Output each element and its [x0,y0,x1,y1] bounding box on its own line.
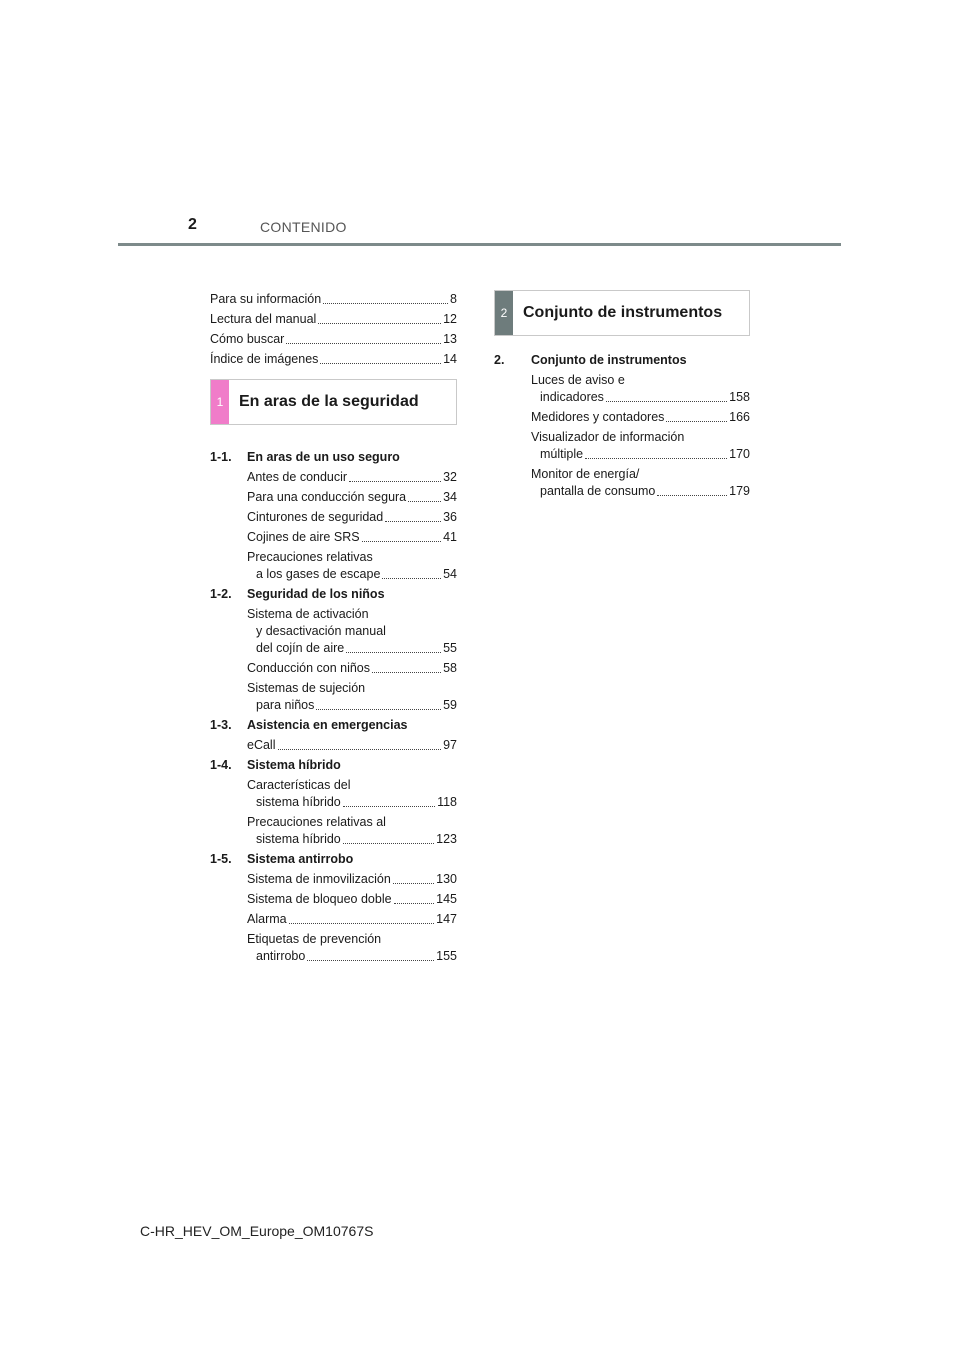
toc-entry-page: 14 [443,352,457,366]
toc-entry-page: 97 [443,738,457,752]
toc-entry-label: eCall [247,738,276,752]
toc-entry-line [247,660,457,676]
toc-entry[interactable] [247,871,457,887]
toc-entry-page: 123 [436,832,457,846]
toc-entry[interactable] [210,347,457,367]
toc-entry-label: del cojín de aire [256,641,345,655]
toc-entry-line [247,697,457,713]
toc-entry-line [247,831,457,847]
toc-entry-page: 41 [443,530,457,544]
toc-entry-page: 8 [450,292,457,306]
toc-entry[interactable] [531,466,750,499]
dot-leader [318,322,441,324]
dot-leader [606,400,727,402]
toc-entry-label: indicadores [540,390,604,404]
toc-entry-page: 59 [443,698,457,712]
toc-entry-label: pantalla de consumo [540,484,656,498]
dot-leader [343,842,434,844]
toc-entry-line [247,566,457,582]
chapter-heading[interactable] [210,851,457,871]
toc-entry-line [247,948,457,964]
chapter-title: Sistema antirrobo [247,852,354,866]
toc-entry-label: Sistema de inmovilización [247,872,391,886]
toc-entry-page: 58 [443,661,457,675]
dot-leader [349,480,441,482]
toc-entry[interactable] [247,660,457,676]
toc-entry-page: 170 [729,447,750,461]
toc-entry[interactable] [247,737,457,753]
toc-entry-label: Sistemas de sujeción [247,681,366,695]
toc-entry-label: Etiquetas de prevención [247,932,382,946]
chapter-number: 1-1. [210,450,232,464]
toc-entry-line [247,794,457,810]
toc-entry-label: Luces de aviso e [531,373,625,387]
dot-leader [385,520,441,522]
toc-entry[interactable] [247,891,457,907]
dot-leader [394,902,435,904]
toc-entry-label: y desactivación manual [256,624,386,638]
toc-entry-label: antirrobo [256,949,306,963]
toc-entry-page: 12 [443,312,457,326]
toc-entry-line [247,529,457,545]
intro-list [210,287,457,367]
toc-entry-line [247,911,457,927]
toc-entry[interactable] [210,287,457,307]
toc-entry-label: Sistema de bloqueo doble [247,892,392,906]
toc-entry-label: Cómo buscar [210,332,285,346]
dot-leader [585,457,727,459]
toc-entry-page: 155 [436,949,457,963]
dot-leader [346,651,441,653]
toc-entry-page: 179 [729,484,750,498]
page-title: CONTENIDO [260,219,347,235]
toc-entry-page: 166 [729,410,750,424]
toc-entry-line [247,871,457,887]
dot-leader [289,922,435,924]
chapter-heading[interactable] [210,586,457,606]
toc-entry-line [247,509,457,525]
toc-entry-page: 36 [443,510,457,524]
toc-entry[interactable] [247,529,457,545]
chapter-number: 1-3. [210,718,232,732]
toc-entry-label: Características del [247,778,351,792]
chapter-number: 1-4. [210,758,232,772]
toc-entry-page: 13 [443,332,457,346]
toc-entry[interactable] [531,409,750,425]
dot-leader [278,748,442,750]
toc-entry-page: 147 [436,912,457,926]
toc-entry[interactable] [247,814,457,847]
section-2-title: Conjunto de instrumentos [523,304,723,321]
toc-entry[interactable] [531,372,750,405]
toc-entry-line [247,891,457,907]
toc-entry-label: Cinturones de seguridad [247,510,384,524]
dot-leader [286,342,441,344]
toc-entry-page: 54 [443,567,457,581]
toc-right-column [494,290,750,503]
dot-leader [657,494,727,496]
chapter-number: 2. [494,353,505,367]
toc-entry-label: a los gases de escape [256,567,381,581]
toc-entry-label: Lectura del manual [210,312,317,326]
section-1-tab: 1 [211,380,229,424]
dot-leader [382,577,441,579]
dot-leader [372,671,441,673]
dot-leader [307,959,434,961]
toc-entry-label: Para su información [210,292,322,306]
chapter-title: En aras de un uso seguro [247,450,400,464]
section-1-list [210,449,457,964]
toc-entry[interactable] [247,680,457,713]
chapter-heading[interactable] [210,449,457,469]
section-1-header[interactable] [210,379,457,425]
toc-entry[interactable] [247,911,457,927]
section-2-header[interactable] [494,290,750,336]
chapter-number: 1-5. [210,852,232,866]
toc-left-column [210,287,457,968]
toc-entry[interactable] [247,509,457,525]
dot-leader [393,882,434,884]
toc-entry-label: Cojines de aire SRS [247,530,360,544]
toc-entry-line [247,737,457,753]
dot-leader [343,805,435,807]
toc-entry[interactable] [247,606,457,656]
toc-entry[interactable] [247,469,457,485]
toc-entry-label: Visualizador de información [531,430,685,444]
section-2-list [494,352,750,499]
dot-leader [316,708,441,710]
toc-entry[interactable] [247,777,457,810]
toc-entry-label: Precauciones relativas [247,550,373,564]
chapter-title: Asistencia en emergencias [247,718,408,732]
toc-entry-label: Medidores y contadores [531,410,665,424]
toc-entry-line [531,483,750,499]
dot-leader [323,302,448,304]
toc-entry-label: Conducción con niños [247,661,370,675]
toc-entry-page: 32 [443,470,457,484]
chapter-heading[interactable] [494,352,750,372]
toc-entry-label: sistema híbrido [256,795,341,809]
toc-entry-page: 118 [437,795,457,809]
toc-entry-label: Monitor de energía/ [531,467,640,481]
toc-entry-line [247,469,457,485]
toc-entry[interactable] [210,307,457,327]
toc-entry-label: Alarma [247,912,287,926]
toc-entry[interactable] [531,429,750,462]
toc-entry-label: múltiple [540,447,584,461]
chapter-title: Conjunto de instrumentos [531,353,687,367]
toc-entry-label: Índice de imágenes [210,352,319,366]
chapter-heading[interactable] [210,757,457,777]
toc-entry-label: para niños [256,698,315,712]
page-number: 2 [188,216,197,233]
toc-entry-line [247,489,457,505]
toc-entry[interactable] [247,931,457,964]
toc-entry[interactable] [210,327,457,347]
dot-leader [408,500,441,502]
toc-entry-line [247,640,457,656]
dot-leader [362,540,442,542]
toc-entry-line [531,446,750,462]
toc-entry-line [531,389,750,405]
chapter-heading[interactable] [210,717,457,737]
section-1-title: En aras de la seguridad [239,393,419,410]
toc-entry-label: Precauciones relativas al [247,815,386,829]
dot-leader [320,362,441,364]
toc-entry-page: 34 [443,490,457,504]
toc-entry-label: sistema híbrido [256,832,341,846]
dot-leader [666,420,727,422]
header-divider [118,243,841,246]
chapter-title: Seguridad de los niños [247,587,385,601]
toc-entry-page: 145 [436,892,457,906]
toc-entry-line [531,409,750,425]
chapter-title: Sistema híbrido [247,758,341,772]
toc-entry-page: 55 [443,641,457,655]
toc-entry[interactable] [247,549,457,582]
toc-entry-page: 130 [436,872,457,886]
section-2-tab: 2 [495,291,513,335]
chapter-number: 1-2. [210,587,232,601]
toc-entry-label: Para una conducción segura [247,490,407,504]
toc-entry[interactable] [247,489,457,505]
toc-entry-label: Antes de conducir [247,470,348,484]
toc-entry-page: 158 [729,390,750,404]
document-code: C-HR_HEV_OM_Europe_OM10767S [140,1223,374,1239]
toc-entry-label: Sistema de activación [247,607,369,621]
